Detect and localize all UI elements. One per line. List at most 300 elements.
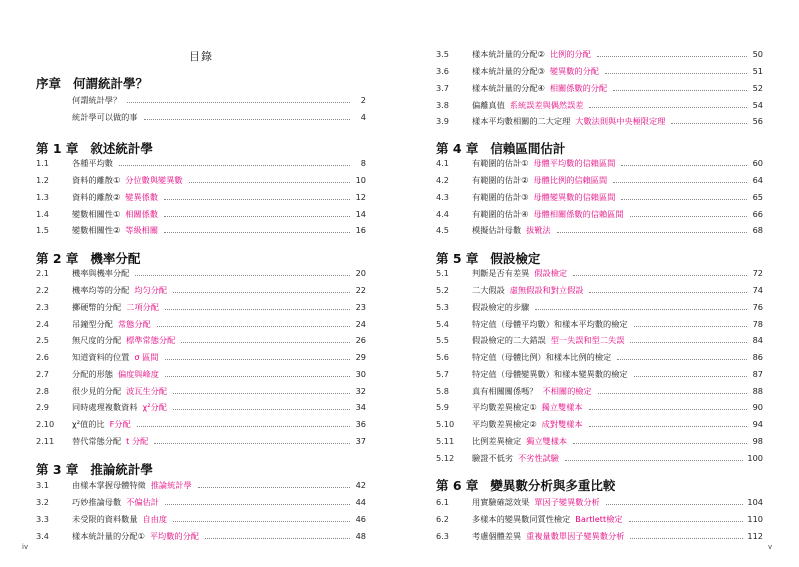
dot-leader [164, 216, 350, 217]
dot-leader [630, 342, 747, 343]
dot-leader [173, 292, 350, 293]
page-number: 74 [752, 285, 763, 295]
dot-leader [589, 409, 747, 410]
section-title-main: 各種平均數 [72, 158, 113, 168]
page-number: 12 [355, 192, 366, 202]
section-number: 4.4 [436, 209, 450, 219]
toc-entry[interactable] [36, 301, 366, 313]
section-title-main: 比例差異檢定 [472, 436, 522, 446]
section-keyword: χ²分配 [142, 402, 167, 412]
section-title-main: 特定值（母體平均數）和樣本平均數的檢定 [472, 319, 628, 329]
section-keyword: 常態分配 [117, 319, 151, 329]
toc-entry[interactable] [436, 452, 763, 464]
section-title [472, 435, 567, 447]
section-keyword: 比例的分配 [549, 49, 591, 59]
section-title [72, 351, 159, 363]
dot-leader [165, 376, 350, 377]
section-number: 5.9 [436, 402, 450, 412]
section-number: 6.2 [436, 514, 450, 524]
section-keyword: 獨立雙樣本 [541, 402, 583, 412]
section-title-main: 很少見的分配 [72, 386, 122, 396]
chapter-heading [36, 139, 153, 157]
page-number: 48 [355, 531, 366, 541]
section-keyword: 母體平均數的信賴區間 [533, 158, 616, 168]
section-title [72, 284, 167, 296]
section-title [72, 496, 159, 508]
dot-leader [557, 232, 747, 233]
section-title-main: 模擬估計母數 [472, 225, 522, 235]
toc-entry[interactable] [436, 174, 763, 186]
section-title-main: 分配的形態 [72, 369, 113, 379]
toc-entry[interactable] [36, 174, 366, 186]
dot-leader [144, 119, 350, 120]
section-number: 2.9 [36, 402, 50, 412]
toc-entry[interactable] [436, 351, 763, 363]
section-title [472, 452, 559, 464]
section-title [472, 115, 665, 127]
section-keyword: 虛無假設和對立假設 [509, 285, 584, 295]
dot-leader [573, 443, 747, 444]
toc-entry[interactable] [436, 224, 763, 236]
dot-leader [589, 107, 747, 108]
section-number: 3.7 [436, 83, 450, 93]
dot-leader [565, 460, 743, 461]
section-title-main: 偏離真值 [472, 100, 505, 110]
dot-leader [127, 102, 350, 103]
toc-entry[interactable] [36, 157, 366, 169]
section-title [72, 224, 158, 236]
section-keyword: 成對雙樣本 [541, 419, 583, 429]
section-number: 3.3 [36, 514, 50, 524]
section-title-main: 真有相關關係嗎？ [472, 386, 538, 396]
left-page [36, 0, 366, 567]
section-title-main: 樣本平均數相關的二大定理 [472, 116, 571, 126]
dot-leader [198, 487, 350, 488]
section-title [472, 267, 567, 279]
section-title [72, 111, 138, 123]
toc-entry[interactable] [436, 418, 763, 430]
section-title [72, 334, 175, 346]
dot-leader [621, 199, 747, 200]
section-number: 1.3 [36, 192, 50, 202]
toc-entry[interactable] [36, 334, 366, 346]
chapter-heading [36, 249, 140, 267]
dot-leader [630, 216, 747, 217]
section-title [72, 174, 183, 186]
toc-entry[interactable] [436, 99, 763, 111]
section-title-main: 資料的離散② [72, 192, 121, 202]
section-title-main: 吊鐘型分配 [72, 319, 113, 329]
page-number: 50 [752, 49, 763, 59]
page-number: 112 [747, 531, 763, 541]
toc-entry[interactable] [436, 530, 763, 542]
section-keyword: 母體比例的信賴區間 [533, 175, 608, 185]
toc-entry[interactable] [36, 418, 366, 430]
dot-leader [634, 326, 747, 327]
section-title-main: 判斷是否有差異 [472, 268, 530, 278]
section-keyword: 變異數的分配 [549, 66, 599, 76]
section-title [472, 418, 583, 430]
dot-leader [154, 443, 350, 444]
page-number: 46 [355, 514, 366, 524]
section-number: 2.3 [36, 302, 50, 312]
section-number: 2.2 [36, 285, 50, 295]
chapter-number: 第 4 章 [436, 141, 479, 156]
toc-entry[interactable] [36, 208, 366, 220]
section-title-main: 多樣本的變異數同質性檢定 [472, 514, 571, 524]
section-keyword: 分位數與變異數 [125, 175, 183, 185]
section-number: 1.1 [36, 158, 50, 168]
dot-leader [598, 393, 747, 394]
section-title-main: 驗證不低劣 [472, 453, 513, 463]
page-number: 22 [355, 285, 366, 295]
section-number: 5.4 [436, 319, 450, 329]
chapter-title: 何謂統計學？ [73, 76, 149, 91]
section-keyword: t 分配 [126, 436, 149, 446]
dot-leader [597, 56, 747, 57]
toc-entry[interactable] [436, 48, 763, 60]
section-title [472, 65, 599, 77]
section-title [72, 318, 151, 330]
toc-entry[interactable] [36, 318, 366, 330]
chapter-title: 機率分配 [90, 251, 141, 266]
page-number: 2 [360, 95, 366, 105]
page-number: 23 [355, 302, 366, 312]
page-number: 20 [355, 268, 366, 278]
page-number: 26 [355, 335, 366, 345]
section-number: 3.5 [436, 49, 450, 59]
page-number: 10 [355, 175, 366, 185]
page-number: 14 [355, 209, 366, 219]
section-number: 3.9 [436, 116, 450, 126]
section-number: 1.2 [36, 175, 50, 185]
section-number: 3.4 [36, 531, 50, 541]
section-title-main: 假設檢定的二大錯誤 [472, 335, 546, 345]
page-number: 52 [752, 83, 763, 93]
section-title-main: 有範圍的估計① [472, 158, 529, 168]
chapter-heading [36, 460, 153, 478]
page-number: 51 [752, 66, 763, 76]
toc-entry[interactable] [436, 267, 763, 279]
page-number: 4 [360, 112, 366, 122]
dot-leader [173, 409, 350, 410]
page-number: 68 [752, 225, 763, 235]
section-title [472, 530, 624, 542]
section-title [472, 99, 583, 111]
dot-leader [165, 309, 350, 310]
section-keyword: 平均數的分配 [149, 531, 199, 541]
right-page [436, 0, 763, 567]
page-number: 88 [752, 386, 763, 396]
section-number: 5.1 [436, 268, 450, 278]
toc-entry[interactable] [436, 191, 763, 203]
dot-leader [630, 538, 743, 539]
section-number: 5.6 [436, 352, 450, 362]
section-keyword: 拔靴法 [526, 225, 551, 235]
toc-entry[interactable] [36, 530, 366, 542]
section-number: 5.12 [436, 453, 455, 463]
section-number: 6.3 [436, 531, 450, 541]
section-keyword: 相關係數 [125, 209, 159, 219]
dot-leader [173, 393, 350, 394]
dot-leader [181, 342, 350, 343]
toc-entry[interactable] [36, 401, 366, 413]
toc-entry[interactable] [436, 82, 763, 94]
section-number: 2.10 [36, 419, 55, 429]
page-number: 29 [355, 352, 366, 362]
section-title [72, 385, 167, 397]
section-number: 4.5 [436, 225, 450, 235]
page-number: 32 [355, 386, 366, 396]
toc-entry[interactable] [436, 368, 763, 380]
section-keyword: 均匀分配 [134, 285, 168, 295]
section-title [72, 191, 158, 203]
toc-entry[interactable] [36, 513, 366, 525]
toc-entry[interactable] [36, 351, 366, 363]
dot-leader [613, 90, 747, 91]
page-number: 66 [752, 209, 763, 219]
section-title [472, 401, 583, 413]
section-title [472, 368, 628, 380]
section-number: 5.11 [436, 436, 455, 446]
section-title-main: χ²值的比 [72, 419, 105, 429]
dot-leader [189, 182, 350, 183]
toc-entry[interactable] [436, 65, 763, 77]
dot-leader [573, 275, 747, 276]
chapter-heading [36, 74, 148, 92]
section-title-main: 變數相關性② [72, 225, 121, 235]
toc-entry[interactable] [36, 496, 366, 508]
section-number: 5.2 [436, 285, 450, 295]
section-number: 3.8 [436, 100, 450, 110]
section-title-main: 特定值（母體比例）和樣本比例的檢定 [472, 352, 612, 362]
section-title-main: 有範圍的估計④ [472, 209, 529, 219]
section-title-main: 資料的離散① [72, 175, 121, 185]
page-number: 104 [747, 497, 763, 507]
section-keyword: 波瓦生分配 [126, 386, 168, 396]
page-number: 54 [752, 100, 763, 110]
page-number: 90 [752, 402, 763, 412]
section-keyword: 大數法則與中央極限定理 [575, 116, 666, 126]
section-title-main: 知道資料的位置 [72, 352, 130, 362]
toc-entry[interactable] [36, 267, 366, 279]
section-title-main: 無尺度的分配 [72, 335, 122, 345]
toc-entry[interactable] [436, 385, 763, 397]
section-number: 5.3 [436, 302, 450, 312]
dot-leader [119, 165, 350, 166]
page-number: 16 [355, 225, 366, 235]
section-keyword: 不劣性試驗 [517, 453, 559, 463]
section-title [72, 267, 129, 279]
page-number: 44 [355, 497, 366, 507]
page-number: 87 [752, 369, 763, 379]
section-number: 5.5 [436, 335, 450, 345]
page-number: 76 [752, 302, 763, 312]
toc-entry[interactable] [436, 496, 763, 508]
section-keyword: 標準常態分配 [126, 335, 176, 345]
section-number: 5.10 [436, 419, 455, 429]
section-title [72, 435, 148, 447]
section-keyword: 自由度 [142, 514, 168, 524]
section-number: 2.4 [36, 319, 50, 329]
section-keyword: 重複量數單因子變異數分析 [526, 531, 625, 541]
toc-entry[interactable] [436, 284, 763, 296]
section-title-main: 機率與機率分配 [72, 268, 130, 278]
section-title-main: 機率均等的分配 [72, 285, 130, 295]
section-number: 2.5 [36, 335, 50, 345]
toc-entry[interactable] [36, 111, 366, 123]
dot-leader [671, 123, 747, 124]
chapter-title: 敘述統計學 [90, 141, 153, 156]
section-keyword: 型一失誤和型二失誤 [550, 335, 625, 345]
section-number: 4.2 [436, 175, 450, 185]
dot-leader [589, 426, 747, 427]
section-keyword: Bartlett檢定 [575, 514, 623, 524]
toc-entry[interactable] [36, 284, 366, 296]
dot-leader [164, 232, 350, 233]
section-title [72, 401, 167, 413]
toc-entry[interactable] [36, 94, 366, 106]
dot-leader [135, 275, 350, 276]
toc-entry[interactable] [436, 334, 763, 346]
section-keyword: σ 區間 [134, 352, 159, 362]
section-title [472, 157, 615, 169]
page-number: 34 [355, 402, 366, 412]
section-title [72, 301, 159, 313]
section-title [472, 82, 607, 94]
section-title-main: 考慮個體差異 [472, 531, 522, 541]
toc-entry[interactable] [436, 318, 763, 330]
section-title [472, 224, 551, 236]
page-number: 100 [747, 453, 763, 463]
section-keyword: F分配 [109, 419, 131, 429]
toc-entry[interactable] [36, 435, 366, 447]
section-title-main: 統計學可以做的事 [72, 112, 138, 122]
dot-leader [535, 309, 747, 310]
section-keyword: 二項分配 [126, 302, 159, 312]
section-title [472, 385, 592, 397]
page-number: 86 [752, 352, 763, 362]
section-title-main: 平均數差異檢定① [472, 402, 537, 412]
section-number: 4.1 [436, 158, 450, 168]
section-number: 4.3 [436, 192, 450, 202]
section-keyword: 母體變異數的信賴區間 [533, 192, 616, 202]
section-number: 3.2 [36, 497, 50, 507]
section-title [72, 208, 158, 220]
page-number: 8 [360, 158, 366, 168]
page-number: 110 [747, 514, 763, 524]
section-title [472, 334, 624, 346]
section-title [472, 301, 529, 313]
toc-entry[interactable] [436, 435, 763, 447]
section-keyword: 推論統計學 [150, 480, 192, 490]
page-number: 72 [752, 268, 763, 278]
section-keyword: 母體相關係數的信賴區間 [533, 209, 624, 219]
section-keyword: 不偏估計 [126, 497, 159, 507]
dot-leader [606, 504, 744, 505]
section-keyword: 變異係數 [125, 192, 159, 202]
toc-entry[interactable] [36, 191, 366, 203]
section-number: 5.8 [436, 386, 450, 396]
section-title-main: 假設檢定的步驟 [472, 302, 530, 312]
section-title-main: 用實驗確認效果 [472, 497, 530, 507]
section-title [472, 48, 591, 60]
toc-entry[interactable] [36, 368, 366, 380]
toc-entry[interactable] [436, 513, 763, 525]
section-title-main: 何謂統計學？ [72, 95, 122, 105]
dot-leader [164, 199, 350, 200]
dot-leader [605, 73, 747, 74]
dot-leader [157, 326, 350, 327]
chapter-title: 變異數分析與多重比較 [490, 478, 616, 493]
chapter-number: 第 5 章 [436, 251, 479, 266]
page-number: 84 [752, 335, 763, 345]
toc-entry[interactable] [436, 115, 763, 127]
dot-leader [205, 538, 350, 539]
chapter-number: 第 2 章 [36, 251, 79, 266]
dot-leader [629, 521, 744, 522]
section-title [72, 368, 159, 380]
section-keyword: 假設檢定 [534, 268, 568, 278]
section-title-main: 巧妙推論母數 [72, 497, 122, 507]
page-number: 98 [752, 436, 763, 446]
section-title [472, 513, 623, 525]
section-title-main: 同時處理複數資料 [72, 402, 138, 412]
section-title [72, 157, 113, 169]
toc-entry[interactable] [436, 208, 763, 220]
dot-leader [173, 521, 350, 522]
chapter-number: 第 1 章 [36, 141, 79, 156]
section-keyword: 系統誤差與偶然誤差 [509, 100, 584, 110]
section-title [72, 513, 167, 525]
toc-entry[interactable] [436, 157, 763, 169]
toc-entry[interactable] [436, 301, 763, 313]
dot-leader [621, 165, 747, 166]
toc-entry[interactable] [36, 224, 366, 236]
page-number: 30 [355, 369, 366, 379]
dot-leader [165, 504, 350, 505]
chapter-heading [436, 476, 615, 494]
page-number: 36 [355, 419, 366, 429]
section-number: 5.7 [436, 369, 450, 379]
section-title-main: 樣本統計量的分配④ [472, 83, 545, 93]
section-number: 2.8 [36, 386, 50, 396]
chapter-title: 假設檢定 [490, 251, 541, 266]
toc-entry[interactable] [36, 479, 366, 491]
page-number: 56 [752, 116, 763, 126]
toc-title: 目錄 [189, 50, 213, 63]
section-keyword: 偏度與峰度 [117, 369, 159, 379]
toc-entry[interactable] [436, 401, 763, 413]
section-title [72, 479, 192, 491]
section-title-main: 樣本統計量的分配① [72, 531, 145, 541]
section-keyword: 獨立雙樣本 [526, 436, 568, 446]
section-title [472, 318, 628, 330]
section-title-main: 二大假設 [472, 285, 505, 295]
section-number: 1.5 [36, 225, 50, 235]
dot-leader [634, 376, 747, 377]
section-title [72, 530, 199, 542]
section-title [472, 174, 607, 186]
section-title-main: 有範圍的估計③ [472, 192, 529, 202]
toc-entry[interactable] [36, 385, 366, 397]
chapter-title: 信賴區間估計 [490, 141, 566, 156]
chapter-number: 第 6 章 [436, 478, 479, 493]
section-number: 3.1 [36, 480, 50, 490]
section-title-main: 樣本統計量的分配③ [472, 66, 545, 76]
section-keyword: 不相關的檢定 [542, 386, 592, 396]
section-title-main: 未受限的資料數量 [72, 514, 138, 524]
